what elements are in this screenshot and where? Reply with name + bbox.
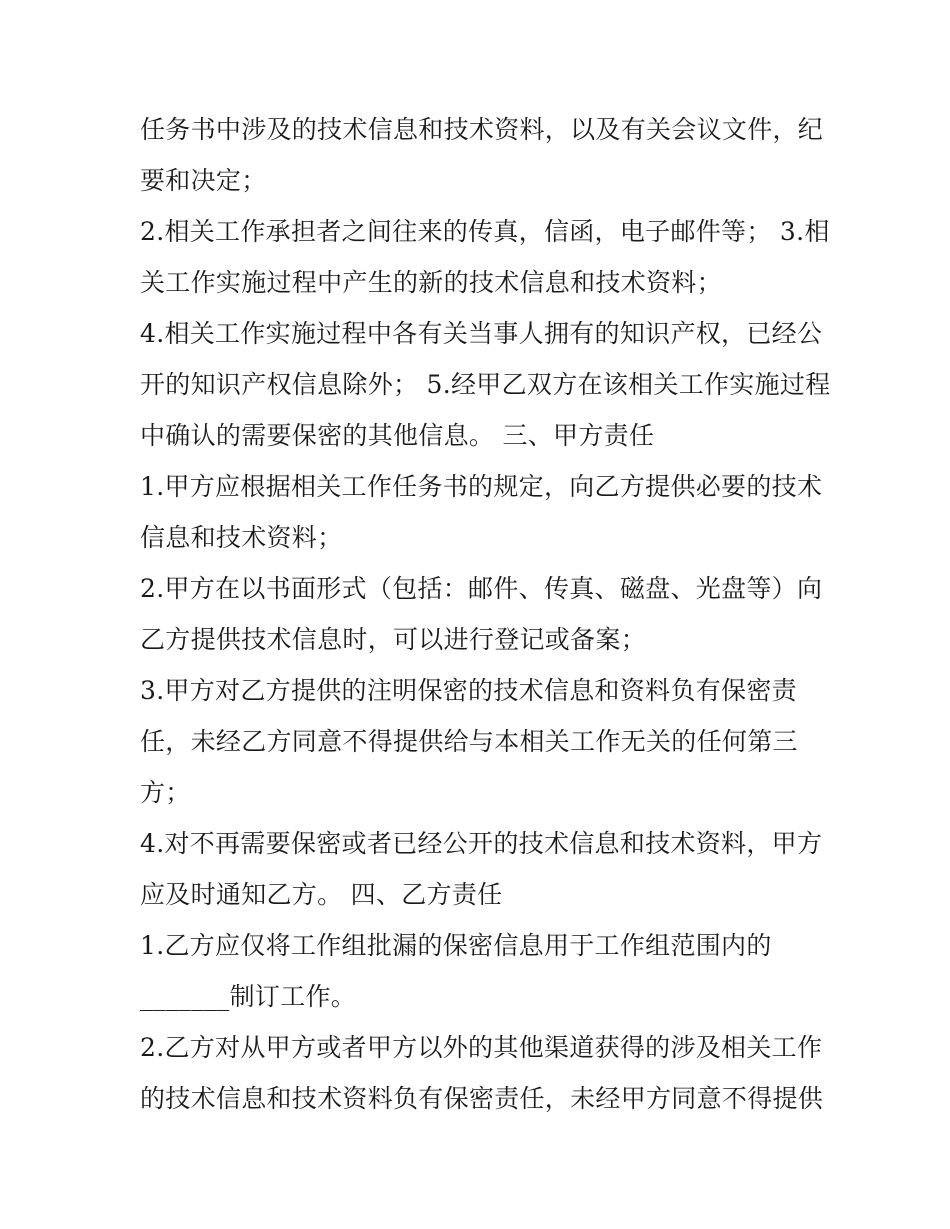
text-line: _______制订工作。 <box>140 982 357 1011</box>
text-line: 任，未经乙方同意不得提供给与本相关工作无关的任何第三 <box>140 727 798 756</box>
text-line: 信息和技术资料； <box>140 523 343 552</box>
text-line: 关工作实施过程中产生的新的技术信息和技术资料； <box>140 268 722 297</box>
text-line: 2.乙方对从甲方或者甲方以外的其他渠道获得的涉及相关工作 <box>140 1033 823 1062</box>
text-line: 3.甲方对乙方提供的注明保密的技术信息和资料负有保密责 <box>140 676 797 705</box>
text-line: 的技术信息和技术资料负有保密责任，未经甲方同意不得提供 <box>140 1084 824 1113</box>
text-line: 任务书中涉及的技术信息和技术资料，以及有关会议文件，纪 <box>140 115 824 144</box>
text-line: 2.相关工作承担者之间往来的传真，信函，电子邮件等； 3.相 <box>140 217 830 246</box>
text-line: 乙方提供技术信息时，可以进行登记或备案； <box>140 625 647 654</box>
document-body <box>140 104 831 1124</box>
text-line: 4.对不再需要保密或者已经公开的技术信息和技术资料，甲方 <box>140 829 823 858</box>
text-line: 开的知识产权信息除外； 5.经甲乙双方在该相关工作实施过程 <box>140 370 831 399</box>
text-line: 中确认的需要保密的其他信息。 三、甲方责任 <box>140 421 655 450</box>
text-line: 1.甲方应根据相关工作任务书的规定，向乙方提供必要的技术 <box>140 472 823 501</box>
text-line: 1.乙方应仅将工作组批漏的保密信息用于工作组范围内的 <box>140 931 772 960</box>
text-line: 要和决定； <box>140 166 267 195</box>
text-line: 4.相关工作实施过程中各有关当事人拥有的知识产权，已经公 <box>140 319 823 348</box>
text-line: 应及时通知乙方。 四、乙方责任 <box>140 880 503 909</box>
text-line: 方； <box>140 778 191 807</box>
text-line: 2.甲方在以书面形式（包括：邮件、传真、磁盘、光盘等）向 <box>140 574 823 603</box>
